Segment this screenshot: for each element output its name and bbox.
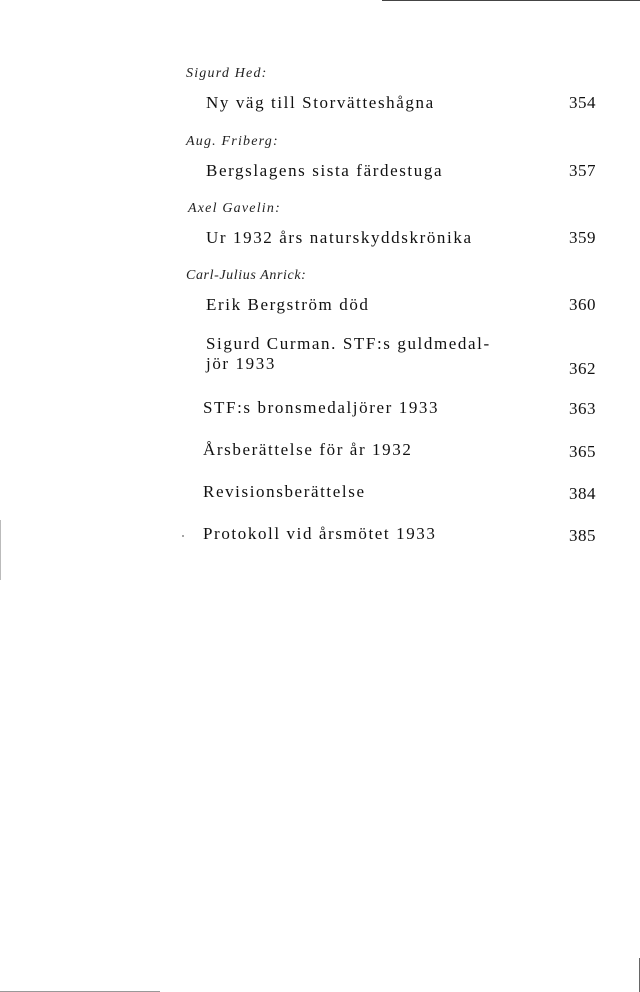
toc-entry-title: Revisionsberättelse [203,482,366,501]
toc-entry-title: Ny väg till Storvätteshågna [206,93,435,112]
toc-entry-page: 359 [569,228,596,247]
toc-entry-page: 357 [569,161,596,180]
toc-entry-title-line: jör 1933 [206,354,276,373]
page-edge-left [0,520,1,580]
toc-entry-title-line: Sigurd Curman. STF:s guldmedal- [206,334,491,353]
toc-entry [186,334,596,378]
toc-entry-title: Erik Bergström död [206,295,370,314]
toc-group [186,132,596,181]
page-edge-top [382,0,640,1]
toc-entry-title: STF:s bronsmedaljörer 1933 [203,398,440,417]
toc-entry [186,440,596,460]
toc-entry-title: Årsberättelse för år 1932 [203,440,413,459]
toc-entry [186,295,596,315]
toc-entry-page: 360 [569,295,596,314]
toc-entry [186,398,596,418]
toc-entry [188,228,596,248]
toc-author: Carl-Julius Anrick: [186,268,307,283]
toc-entry-page: 362 [569,359,596,378]
toc-entry-page: 384 [569,484,596,503]
toc-author: Sigurd Hed: [186,66,268,81]
toc-entry-title: Ur 1932 års naturskyddskrönika [206,228,473,247]
toc-entry-title: Protokoll vid årsmötet 1933 [203,524,437,543]
toc-entry [186,524,596,544]
toc-author: Aug. Friberg: [186,134,279,149]
toc-entry-page: 363 [569,399,596,418]
toc-entry [186,93,596,113]
toc-group [186,64,596,113]
toc-group [186,266,596,315]
toc-group [188,199,596,248]
toc-entry-page: 365 [569,442,596,461]
toc-entry [186,482,596,502]
toc-entry-title: Bergslagens sista färdestuga [206,161,444,180]
toc-entry-page: 354 [569,93,596,112]
toc-author: Axel Gavelin: [188,201,281,216]
stray-dot [182,535,184,537]
toc-entry [186,161,596,181]
toc-entry-page: 385 [569,526,596,545]
